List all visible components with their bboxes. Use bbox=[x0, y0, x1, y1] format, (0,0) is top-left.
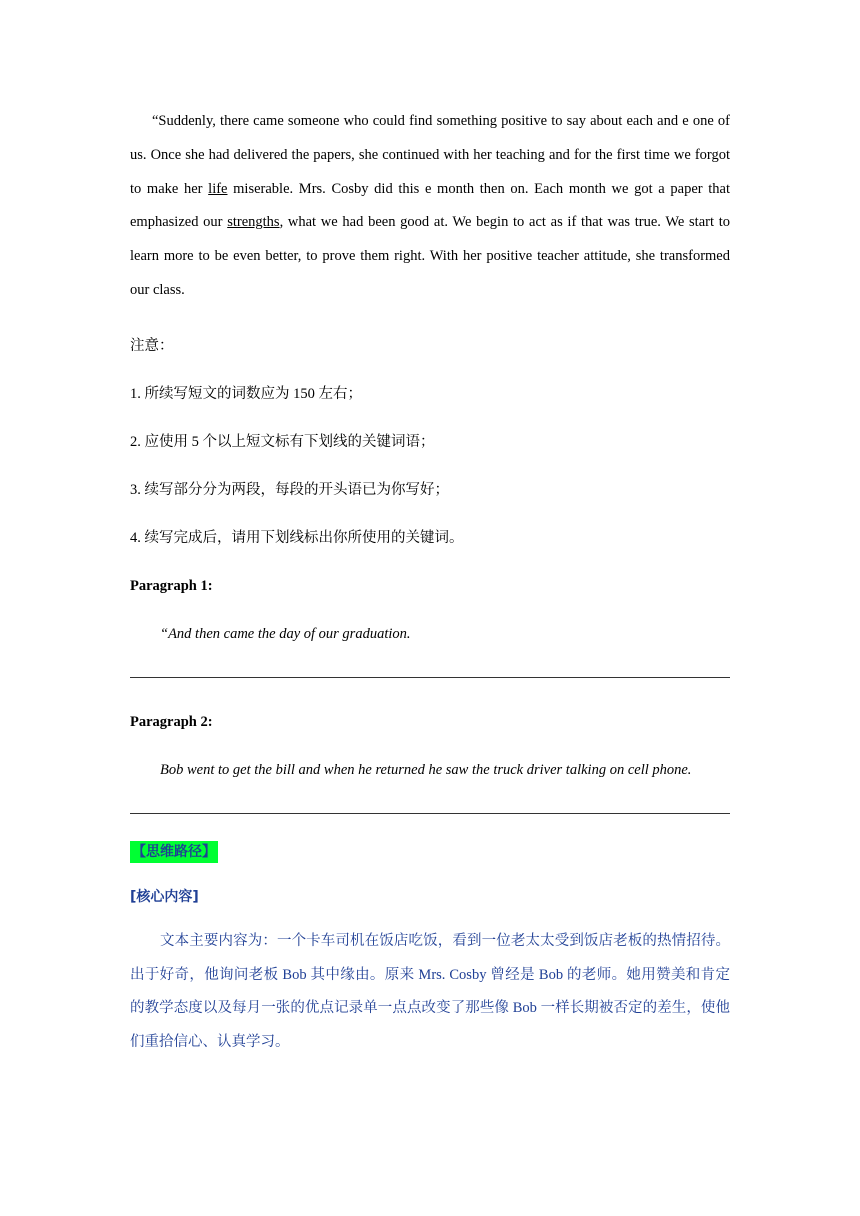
notes-title: 注意： bbox=[130, 337, 174, 354]
writing-line-2 bbox=[130, 813, 730, 814]
paragraph1-opening: “And then came the day of our graduation. bbox=[160, 625, 411, 642]
keyword-life: life bbox=[208, 180, 228, 197]
note-item-2: 2. 应使用 5 个以上短文标有下划线的关键词语； bbox=[130, 433, 435, 450]
core-content-title: [核心内容] bbox=[130, 888, 199, 905]
note-item-1: 1. 所续写短文的词数应为 150 左右； bbox=[130, 385, 362, 402]
document-content bbox=[130, 105, 730, 1060]
thinking-path-badge: 【思维路径】 bbox=[130, 841, 218, 863]
paragraph2-opening: Bob went to get the bill and when he returned he saw the truck driver talking on cell phone. bbox=[160, 761, 692, 778]
paragraph2-heading: Paragraph 2: bbox=[130, 713, 213, 730]
note-item-4: 4. 续写完成后，请用下划线标出你所使用的关键词。 bbox=[130, 529, 464, 546]
keyword-strengths: strengths bbox=[227, 214, 280, 231]
note-item-3: 3. 续写部分分为两段，每段的开头语已为你写好； bbox=[130, 481, 449, 498]
thinking-badge-row bbox=[130, 841, 730, 863]
story-text-2: miserable. Mrs. Cosby did this e month then on. Each month we got a paper that emphasized our bbox=[130, 180, 730, 231]
paragraph1-heading: Paragraph 1: bbox=[130, 577, 213, 594]
core-content-text: 文本主要内容为：一个卡车司机在饭店吃饭，看到一位老太太受到饭店老板的热情招待。出于好奇，他询问老板 Bob 其中缘由。原来 Mrs. Cosby 曾经是 Bob 的老师。她用赞美和肯定的教学态度以及每月一张的优点记录单一点点改变了那些像 Bob 一样长期被否定的差生，使他们重拾信心、认真学习。 bbox=[130, 932, 730, 1051]
story-text-3: , what we had been good at. We begin to act as if that was true. We start to learn more to be even better, to prove them right. With her positive teacher attitude, she transformed our class. bbox=[130, 214, 730, 298]
story-text-1: “Suddenly, there came someone who could find something positive to say about each and e one of us. Once she had delivered the papers, she continued with her teaching and for the first time we forgot to make her bbox=[130, 113, 730, 197]
story-paragraph bbox=[130, 105, 730, 308]
writing-line-1 bbox=[130, 677, 730, 678]
